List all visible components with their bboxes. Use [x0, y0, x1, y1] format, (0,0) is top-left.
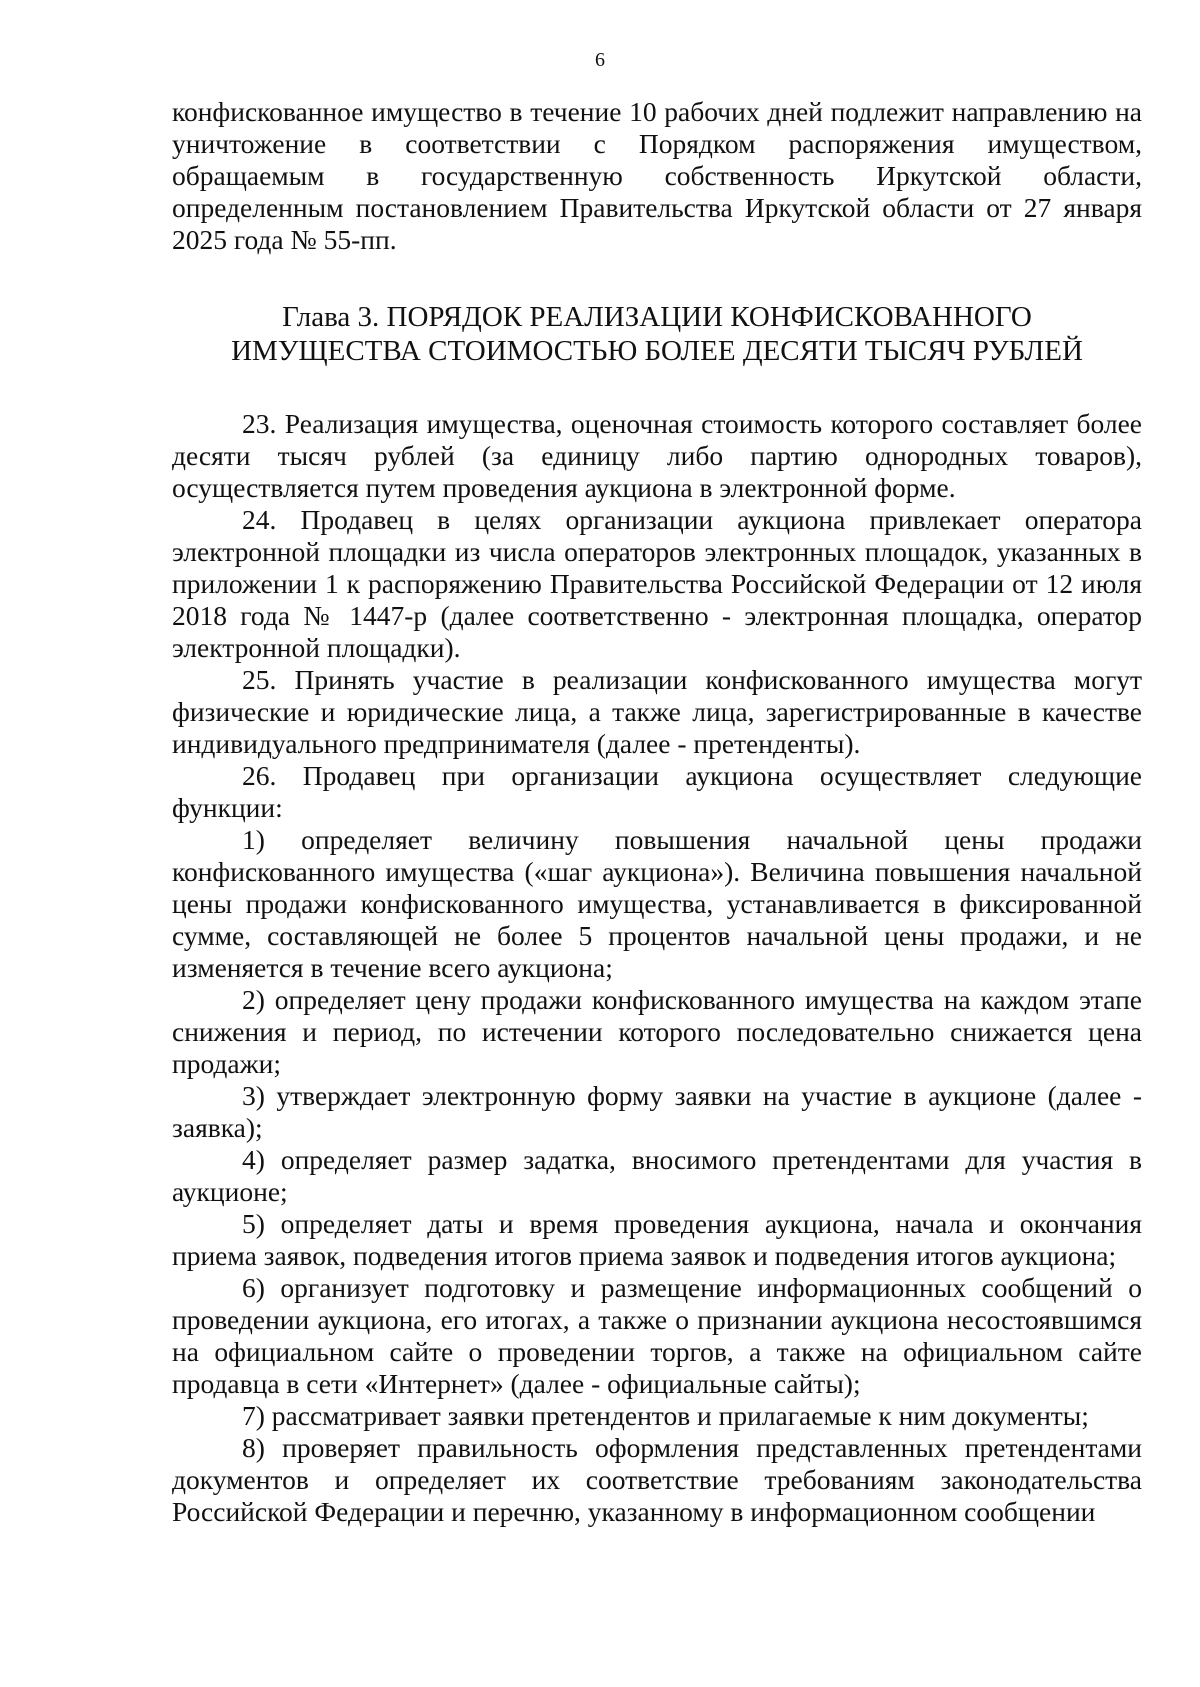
chapter-heading: [172, 300, 1142, 368]
paragraph-26: 26. Продавец при организации аукциона осуществляет следующие функции:: [172, 760, 1142, 823]
list-item-7: 7) рассматривает заявки претендентов и прилагаемые к ним документы;: [242, 1400, 1089, 1431]
list-item-2: 2) определяет цену продажи конфискованного имущества на каждом этапе снижения и период, по истечении которого последовательно снижается цена продажи;: [172, 984, 1142, 1079]
list-item-4: 4) определяет размер задатка, вносимого претендентами для участия в аукционе;: [172, 1144, 1142, 1207]
paragraph-23: 23. Реализация имущества, оценочная стоимость которого составляет более десяти тысяч рублей (за единицу либо партию однородных товаров), осуществляется путем проведения аукциона в электронной форме.: [172, 408, 1142, 503]
intro-paragraph: конфискованное имущество в течение 10 рабочих дней подлежит направлению на уничтожение в соответствии с Порядком распоряжения имуществом, обращаемым в государственную собственность Иркутской области, определенным постановлением Правительства Иркутской области от 27 января 2025 года № 55-пп.: [172, 96, 1142, 255]
page-number: 6: [595, 49, 605, 71]
list-item-3: 3) утверждает электронную форму заявки на участие в аукционе (далее - заявка);: [172, 1080, 1142, 1143]
list-item-5: 5) определяет даты и время проведения аукциона, начала и окончания приема заявок, подведения итогов приема заявок и подведения итогов аукциона;: [172, 1208, 1142, 1271]
chapter-heading-line-2: ИМУЩЕСТВА СТОИМОСТЬЮ БОЛЕЕ ДЕСЯТИ ТЫСЯЧ РУБЛЕЙ: [231, 335, 1083, 367]
list-item-1: 1) определяет величину повышения начальной цены продажи конфискованного имущества («шаг аукциона»). Величина повышения начальной цены продажи конфискованного имущества, устанавливается в фиксированной сумме, составляющей не более 5 процентов начальной цены продажи, и не изменяется в течение всего аукциона;: [172, 824, 1142, 983]
chapter-heading-line-1: Глава 3. ПОРЯДОК РЕАЛИЗАЦИИ КОНФИСКОВАННОГО: [282, 301, 1032, 333]
paragraph-25: 25. Принять участие в реализации конфискованного имущества могут физические и юридические лица, а также лица, зарегистрированные в качестве индивидуального предпринимателя (далее - претенденты).: [172, 664, 1142, 759]
paragraph-24: 24. Продавец в целях организации аукциона привлекает оператора электронной площадки из числа операторов электронных площадок, указанных в приложении 1 к распоряжению Правительства Российской Федерации от 12 июля 2018 года № 1447-р (далее соответственно - электронная площадка, оператор электронной площадки).: [172, 504, 1142, 663]
document-body: [172, 96, 1142, 1528]
list-item-6: 6) организует подготовку и размещение информационных сообщений о проведении аукциона, его итогах, а также о признании аукциона несостоявшимся на официальном сайте о проведении торгов, а также на официальном сайте продавца в сети «Интернет» (далее - официальные сайты);: [172, 1272, 1142, 1399]
list-item-8: 8) проверяет правильность оформления представленных претендентами документов и определяет их соответствие требованиям законодательства Российской Федерации и перечню, указанному в информационном сообщении: [172, 1432, 1142, 1527]
